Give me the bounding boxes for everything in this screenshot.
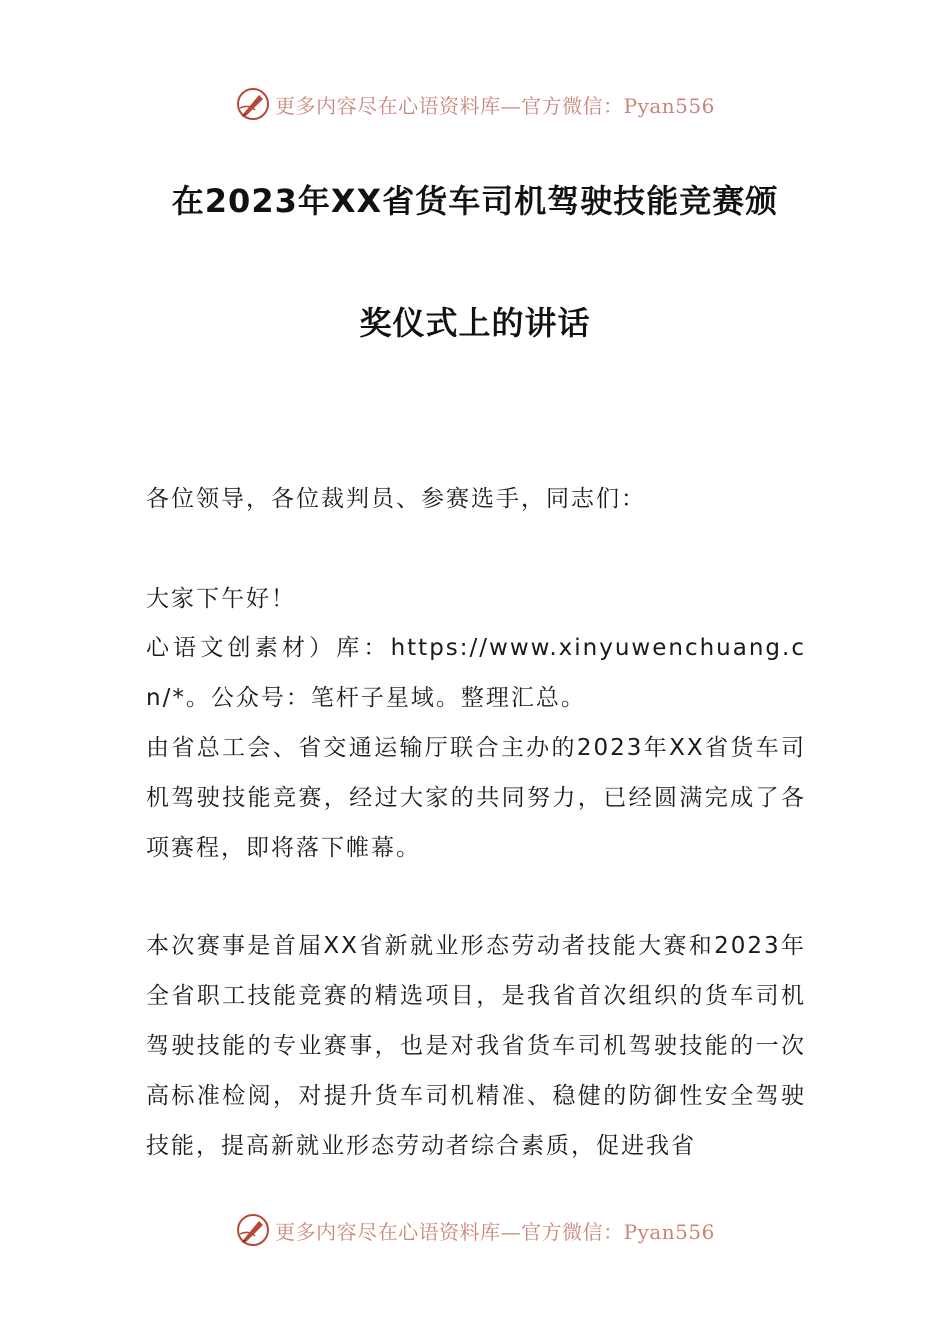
salutation: 各位领导，各位裁判员、参赛选手，同志们： [146,486,646,512]
header-watermark-banner [0,84,950,124]
watermark-text: 更多内容尽在心语资料库—官方微信：Pyan556 [275,1219,715,1244]
footer-watermark-banner [0,1210,950,1250]
greeting-line: 大家下午好！ [146,586,296,612]
source-note-paragraph: 心语文创素材）库：https://www.xinyuwenchuang.cn/*。公众号：笔杆子星域。整理汇总。 [146,635,806,711]
document-title-line-2: 奖仪式上的讲话 [359,304,591,342]
document-title-line-1: 在2023年XX省货车司机驾驶技能竞赛颁 [171,182,779,220]
pen-nib-logo-icon [235,1212,271,1248]
intro-paragraph: 由省总工会、省交通运输厅联合主办的2023年XX省货车司机驾驶技能竞赛，经过大家的共同努力，已经圆满完成了各项赛程，即将落下帷幕。 [146,735,806,861]
body-paragraph: 本次赛事是首届XX省新就业形态劳动者技能大赛和2023年全省职工技能竞赛的精选项目，是我省首次组织的货车司机驾驶技能的专业赛事，也是对我省货车司机驾驶技能的一次高标准检阅，对提升货车司机精准、稳健的防御性安全驾驶技能，提高新就业形态劳动者综合素质，促进我省 [146,933,806,1159]
pen-nib-logo-icon [235,86,271,122]
watermark-text: 更多内容尽在心语资料库—官方微信：Pyan556 [275,93,715,118]
